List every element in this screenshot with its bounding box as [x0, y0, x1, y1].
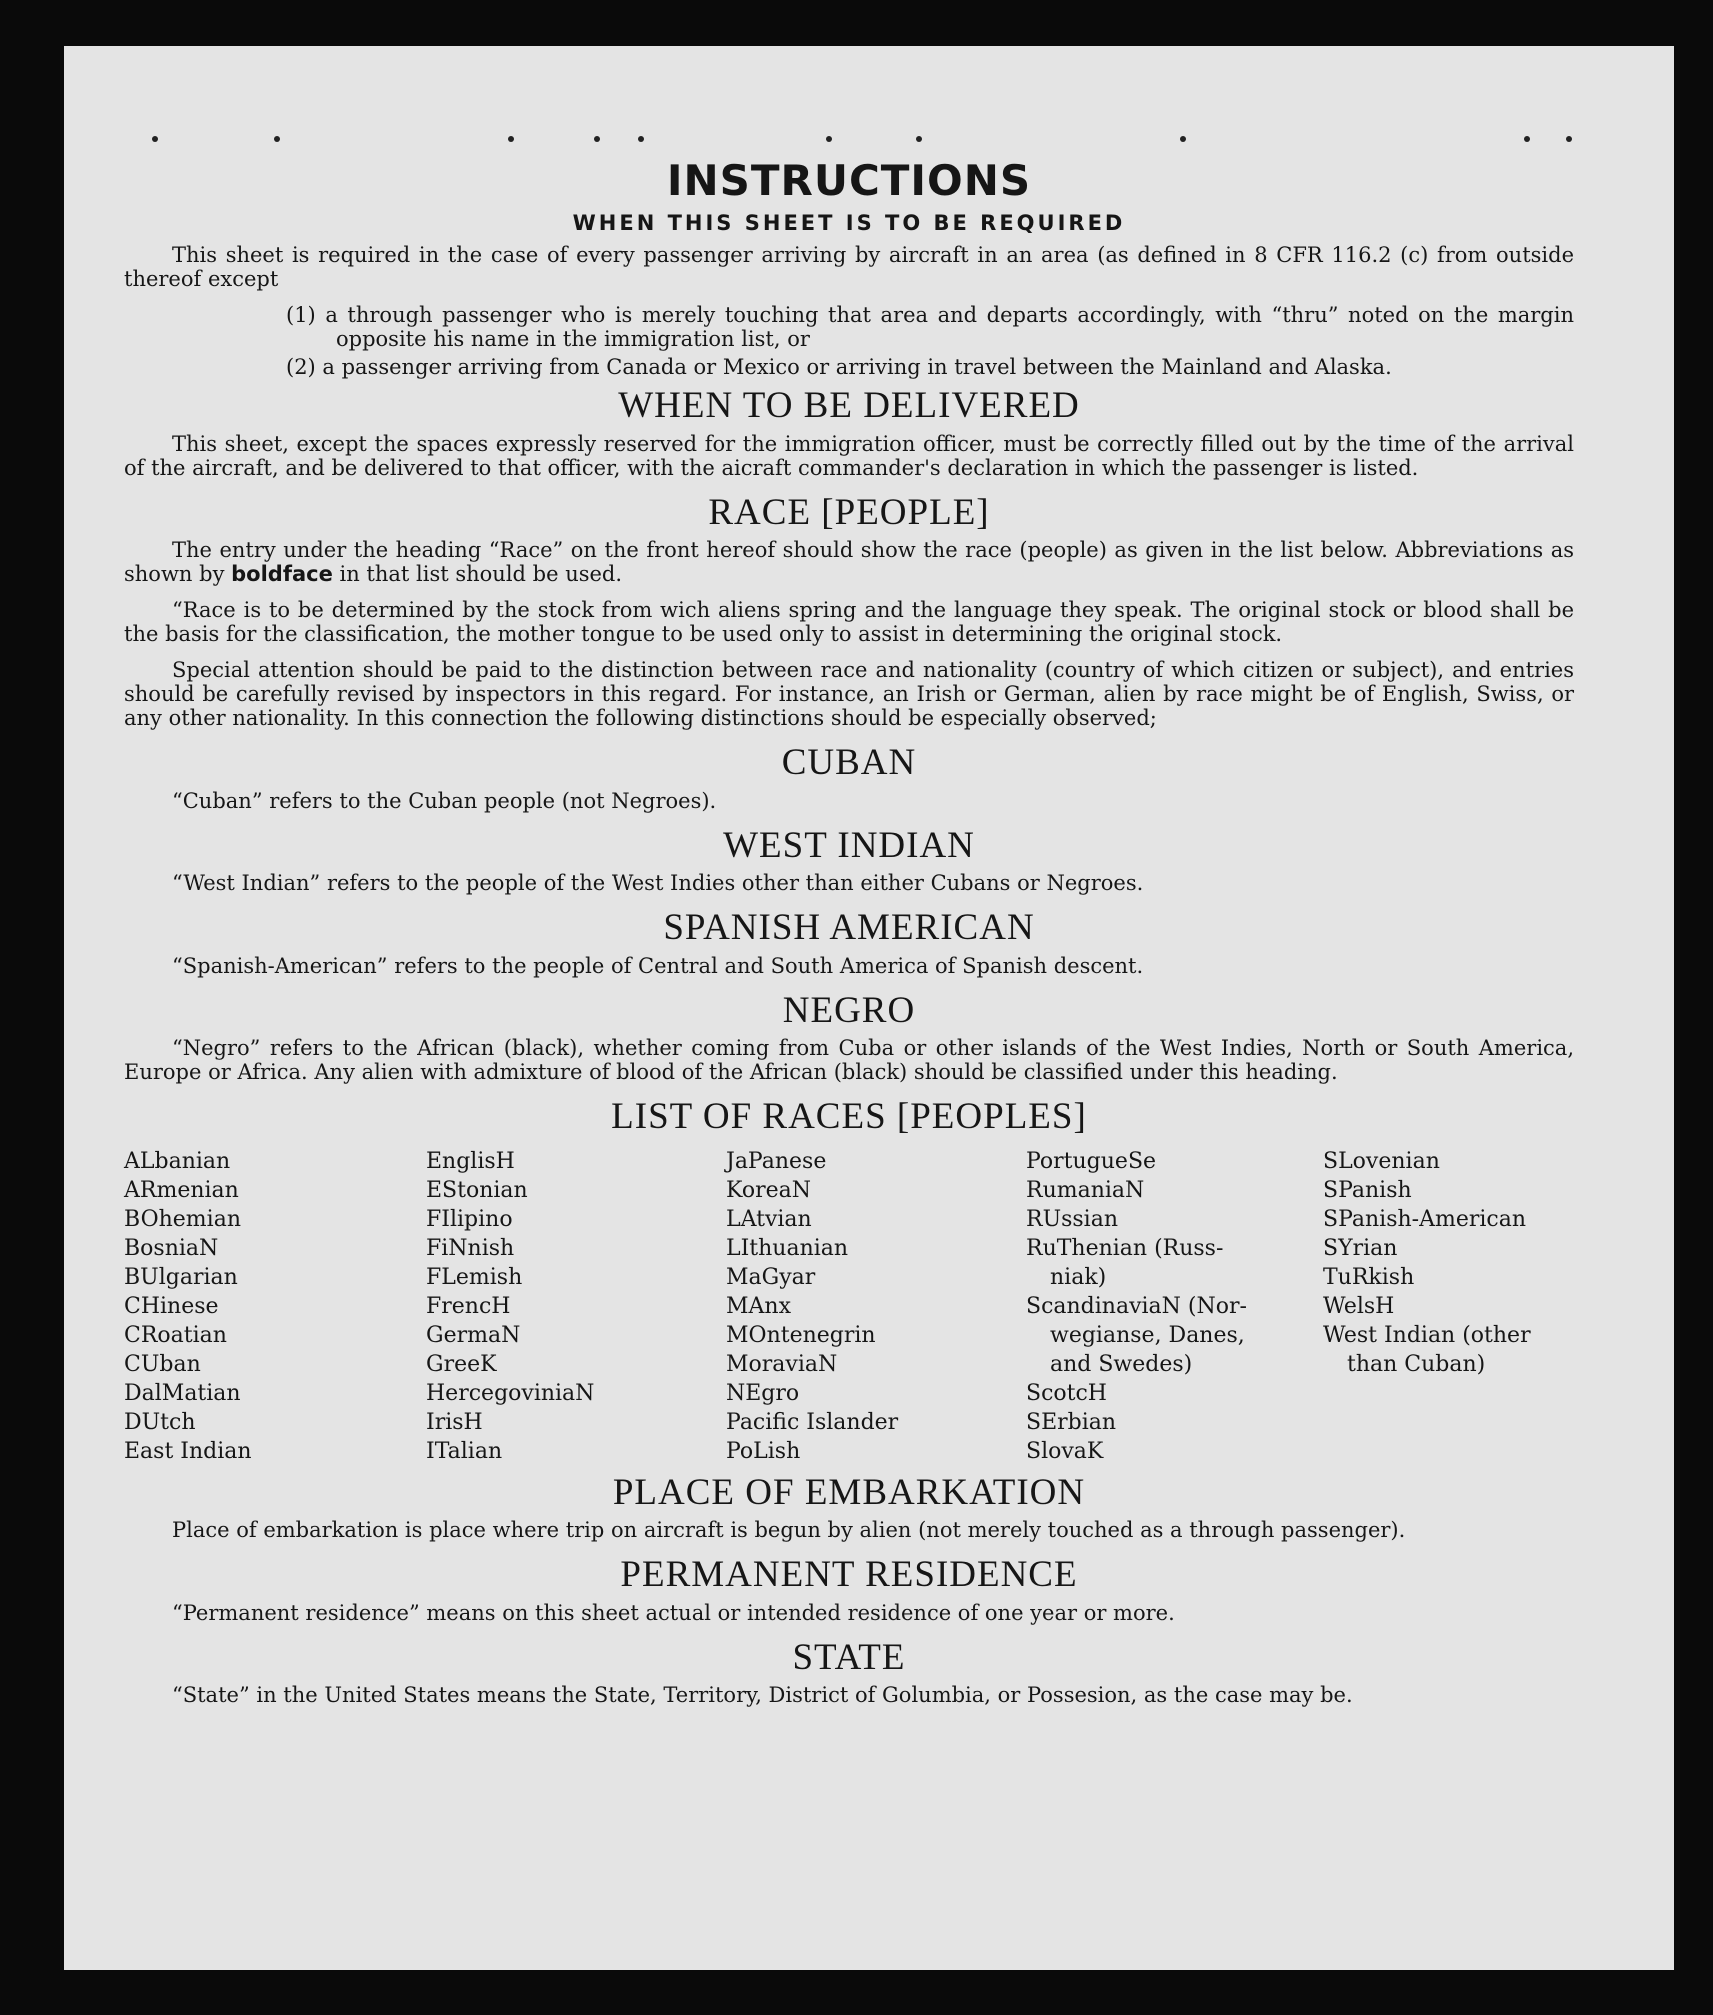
- negro-text: “Negro” refers to the African (black), whether coming from Cuba or other islands of the West Indies, North or South America, Europe or Africa. Any alien with admixture of blood of the African (black) should be classified under this heading.: [124, 1036, 1574, 1085]
- list-item: EStonian: [426, 1177, 528, 1203]
- list-item: niak): [1050, 1264, 1107, 1290]
- punch-marks: [64, 136, 1674, 156]
- section-heading-state: STATE: [792, 1636, 906, 1678]
- list-item: CUban: [124, 1351, 201, 1377]
- list-item: LAtvian: [726, 1206, 812, 1232]
- punch-mark: [152, 136, 158, 142]
- race-paragraph-1: [124, 538, 1574, 586]
- list-item: MoraviaN: [726, 1351, 838, 1377]
- list-item: MaGyar: [726, 1264, 816, 1290]
- section-heading-embarkation: PLACE OF EMBARKATION: [612, 1471, 1086, 1513]
- list-item: RUssian: [1026, 1206, 1119, 1232]
- punch-mark: [916, 136, 922, 142]
- list-item: RuThenian (Russ-: [1026, 1235, 1224, 1261]
- residence-text: “Permanent residence” means on this sheet actual or intended residence of one year or more.: [172, 1600, 1175, 1625]
- punch-mark: [1180, 136, 1186, 142]
- list-item: GermaN: [426, 1322, 521, 1348]
- punch-mark: [508, 136, 514, 142]
- required-item-2: (2) a passenger arriving from Canada or Mexico or arriving in travel between the Mainland and Alaska.: [286, 355, 1392, 379]
- section-heading-delivered: WHEN TO BE DELIVERED: [618, 385, 1080, 426]
- list-item: LIthuanian: [726, 1235, 849, 1261]
- races-column-4: [1026, 1147, 1323, 1466]
- list-item: FiNnish: [426, 1235, 515, 1261]
- races-list: [124, 1147, 1574, 1466]
- list-item: wegianse, Danes,: [1050, 1322, 1245, 1348]
- list-item: SPanish: [1323, 1177, 1412, 1203]
- page-title: INSTRUCTIONS: [666, 156, 1032, 205]
- list-item: West Indian (other: [1323, 1322, 1531, 1348]
- race-p1-start: The entry under the heading “Race” on the front hereof should show the race (people) as given in the list below. Abbreviations as shown by: [124, 538, 1574, 587]
- list-item: IrisH: [426, 1409, 483, 1435]
- list-item: FLemish: [426, 1264, 523, 1290]
- section-heading-negro: NEGRO: [782, 989, 916, 1031]
- list-item: CRoatian: [124, 1322, 227, 1348]
- list-item: SlovaK: [1026, 1438, 1104, 1464]
- list-item: ITalian: [426, 1438, 503, 1464]
- races-column-1: [124, 1147, 426, 1466]
- section-heading-races-list: LIST OF RACES [PEOPLES]: [611, 1096, 1087, 1138]
- punch-mark: [274, 136, 280, 142]
- list-item: TuRkish: [1323, 1264, 1415, 1290]
- state-text: “State” in the United States means the State, Territory, District of Golumbia, or Possesion, as the case may be.: [172, 1683, 1353, 1708]
- list-item: CHinese: [124, 1293, 219, 1319]
- list-item: KoreaN: [726, 1177, 811, 1203]
- section-heading-cuban: CUBAN: [781, 742, 917, 784]
- race-paragraph-3: Special attention should be paid to the distinction between race and nationality (country of which citizen or subject), and entries should be carefully revised by inspectors in this regard. For instance, an Irish or German, alien by race might be of English, Swiss, or any other nationality. In this connection the following distinctions should be especially observed;: [124, 658, 1574, 731]
- delivered-text: This sheet, except the spaces expressly reserved for the immigration officer, must be correctly filled out by the time of the arrival of the aircraft, and be delivered to that officer, with the aicraft commander's declaration in which the passenger is listed.: [124, 431, 1574, 480]
- list-item: than Cuban): [1347, 1351, 1486, 1377]
- list-item: ARmenian: [124, 1177, 239, 1203]
- list-item: ALbanian: [124, 1148, 231, 1174]
- list-item: BOhemian: [124, 1206, 241, 1232]
- list-item: HercegoviniaN: [426, 1380, 595, 1406]
- list-item: RumaniaN: [1026, 1177, 1145, 1203]
- list-item: ScotcH: [1026, 1380, 1107, 1406]
- list-item: SErbian: [1026, 1409, 1117, 1435]
- list-item: SPanish-American: [1323, 1206, 1527, 1232]
- list-item: PortugueSe: [1026, 1148, 1157, 1174]
- cuban-text: “Cuban” refers to the Cuban people (not Negroes).: [172, 788, 717, 813]
- section-heading-spanish-american: SPANISH AMERICAN: [663, 907, 1035, 949]
- document-sheet: [64, 46, 1674, 1970]
- list-item: WelsH: [1323, 1293, 1395, 1319]
- punch-mark: [1524, 136, 1530, 142]
- list-item: EnglisH: [426, 1148, 515, 1174]
- embarkation-text: Place of embarkation is place where trip on aircraft is begun by alien (not merely touched as a through passenger).: [172, 1518, 1406, 1543]
- list-item: DalMatian: [124, 1380, 241, 1406]
- punch-mark: [638, 136, 644, 142]
- list-item: MOntenegrin: [726, 1322, 876, 1348]
- list-item: SYrian: [1323, 1235, 1398, 1261]
- list-item: ScandinaviaN (Nor-: [1026, 1293, 1247, 1319]
- required-intro: This sheet is required in the case of every passenger arriving by aircraft in an area (as defined in 8 CFR 116.2 (c) from outside thereof except: [124, 243, 1574, 291]
- required-item-1: (1) a through passenger who is merely touching that area and departs accordingly, with “thru” noted on the margin opposite his name in the immigration list, or: [286, 303, 1574, 351]
- section-heading-west-indian: WEST INDIAN: [723, 824, 975, 866]
- races-column-5: [1323, 1147, 1583, 1466]
- list-item: FIlipino: [426, 1206, 513, 1232]
- races-column-2: [426, 1147, 726, 1466]
- list-item: FrencH: [426, 1293, 511, 1319]
- list-item: PoLish: [726, 1438, 801, 1464]
- page-subtitle: WHEN THIS SHEET IS TO BE REQUIRED: [572, 211, 1126, 235]
- list-item: JaPanese: [726, 1148, 827, 1174]
- race-p1-bold: boldface: [231, 562, 333, 587]
- section-heading-residence: PERMANENT RESIDENCE: [620, 1554, 1078, 1596]
- list-item: GreeK: [426, 1351, 497, 1377]
- spanish-american-text: “Spanish-American” refers to the people of Central and South America of Spanish descent.: [172, 953, 1144, 978]
- list-item: BUlgarian: [124, 1264, 238, 1290]
- races-column-3: [726, 1147, 1026, 1466]
- punch-mark: [1566, 136, 1572, 142]
- list-item: SLovenian: [1323, 1148, 1440, 1174]
- list-item: MAnx: [726, 1293, 791, 1319]
- west-indian-text: “West Indian” refers to the people of the West Indies other than either Cubans or Negroes.: [172, 871, 1144, 896]
- list-item: DUtch: [124, 1409, 196, 1435]
- punch-mark: [594, 136, 600, 142]
- list-item: East Indian: [124, 1438, 252, 1464]
- list-item: NEgro: [726, 1380, 800, 1406]
- list-item: and Swedes): [1050, 1351, 1193, 1377]
- section-heading-race: RACE [PEOPLE]: [708, 491, 990, 533]
- list-item: Pacific Islander: [726, 1409, 899, 1435]
- punch-mark: [826, 136, 832, 142]
- list-item: BosniaN: [124, 1235, 219, 1261]
- race-paragraph-2: “Race is to be determined by the stock from wich aliens spring and the language they speak. The original stock or blood shall be the basis for the classification, the mother tongue to be used only to assist in determining the original stock.: [124, 598, 1574, 647]
- race-p1-end: in that list should be used.: [339, 562, 623, 587]
